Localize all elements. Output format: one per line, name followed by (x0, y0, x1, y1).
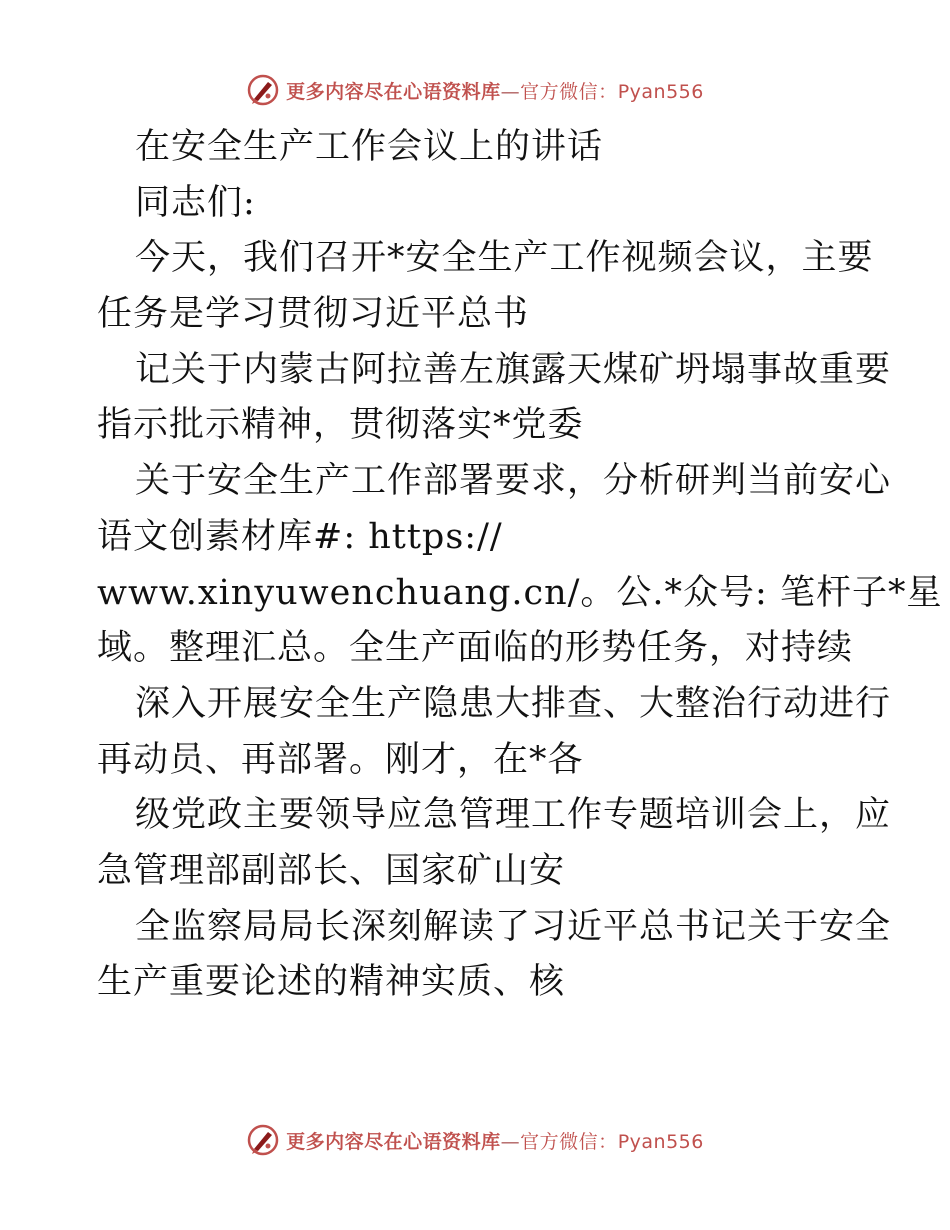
footer-banner-inner (246, 1123, 704, 1157)
paragraph-line: 生产重要论述的精神实质、核 (97, 962, 566, 1003)
document-title: 在安全生产工作会议上的讲话 (135, 127, 604, 167)
header-banner-main: 更多内容尽在心语资料库 (286, 80, 501, 103)
paragraph-line: 级党政主要领导应急管理工作专题培训会上，应 (135, 795, 892, 836)
header-banner (0, 70, 950, 110)
header-banner-inner (246, 73, 704, 107)
paragraph-line: 语文创素材库#: https:// (97, 516, 503, 557)
header-banner-wechat-id: Pyan556 (617, 80, 704, 103)
pen-circle-logo-icon (246, 1123, 280, 1157)
paragraph-line: 关于安全生产工作部署要求，分析研判当前安心 (135, 461, 892, 502)
pen-circle-logo-icon (246, 73, 280, 107)
footer-banner-main: 更多内容尽在心语资料库 (286, 1130, 501, 1153)
document-body (97, 120, 943, 1011)
footer-banner-text (286, 1127, 704, 1154)
footer-banner-dash: — (500, 1130, 521, 1153)
header-banner-wechat-label: 官方微信： (520, 80, 618, 103)
paragraph-line: 任务是学习贯彻习近平总书 (97, 294, 530, 335)
header-banner-text (286, 77, 704, 104)
paragraph-line: 域。整理汇总。全生产面临的形势任务，对持续 (97, 628, 854, 669)
header-banner-dash: — (500, 80, 521, 103)
paragraph-line: 指示批示精神，贯彻落实*党委 (97, 405, 584, 446)
paragraph-line: 全监察局局长深刻解读了习近平总书记关于安全 (135, 906, 892, 947)
footer-banner-wechat-id: Pyan556 (617, 1130, 704, 1153)
paragraph-line: 再动员、再部署。刚才，在*各 (97, 739, 584, 780)
paragraph-line: www.xinyuwenchuang.cn/。公.*众号: 笔杆子*星 (97, 572, 943, 613)
paragraph-line: 记关于内蒙古阿拉善左旗露天煤矿坍塌事故重要 (135, 349, 892, 390)
paragraph-line: 今天，我们召开*安全生产工作视频会议，主要 (135, 238, 874, 279)
paragraph-line: 深入开展安全生产隐患大排查、大整治行动进行 (135, 683, 892, 724)
footer-banner (0, 1120, 950, 1160)
paragraph-line: 急管理部副部长、国家矿山安 (97, 850, 566, 891)
salutation: 同志们: (135, 182, 256, 223)
footer-banner-wechat-label: 官方微信： (520, 1130, 618, 1153)
